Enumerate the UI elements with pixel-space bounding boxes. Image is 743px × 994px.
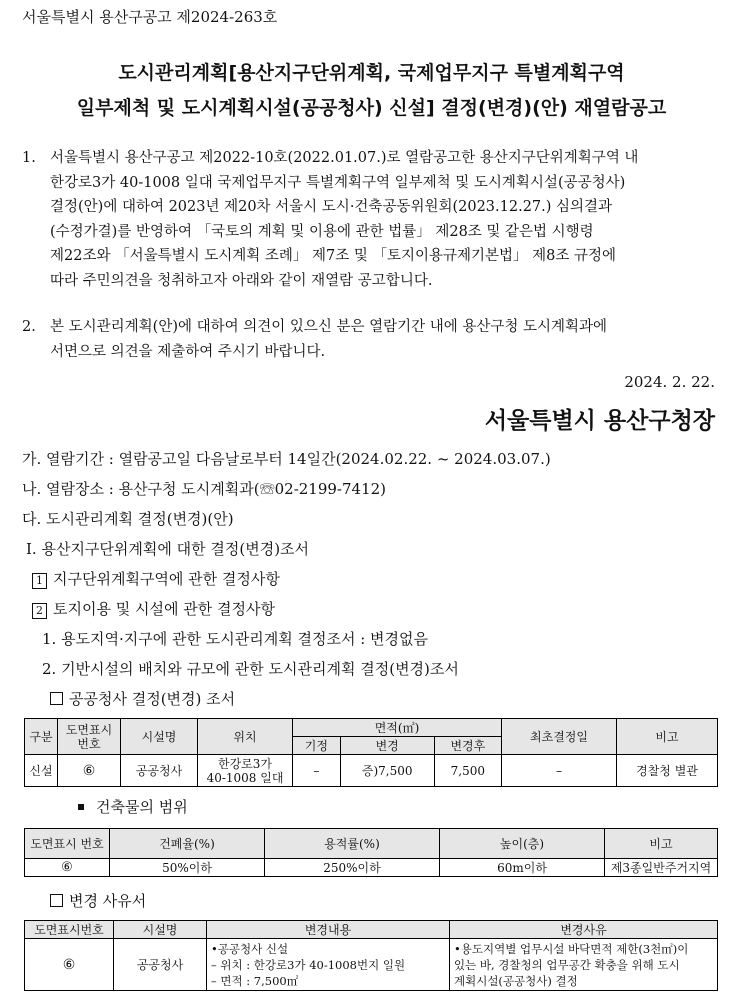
cell-floor-area-ratio: 250%이하 — [265, 859, 440, 877]
change-reason-table — [24, 920, 718, 991]
reason-line: •용도지역별 업무시설 바닥면적 제한(3천㎡)이 — [454, 941, 689, 956]
bullet-icon — [78, 804, 84, 810]
boxed-number: 1 — [32, 573, 47, 589]
cell-change-content — [207, 939, 450, 991]
paragraph-line: 서면으로 의견을 제출하여 주시기 바랍니다. — [50, 343, 326, 360]
location-line: 40-1008 일대 — [206, 770, 284, 785]
sub-item-1: 1. 용도지역·지구에 관한 도시관리계획 결정조서 : 변경없음 — [42, 630, 429, 648]
reason-line: 있는 바, 경찰청의 업무공간 확충을 위해 도시 — [454, 957, 680, 972]
th-note: 비고 — [605, 829, 718, 859]
paragraph-number: 2. — [22, 319, 36, 335]
th-gubun: 구분 — [25, 719, 58, 755]
th-drawing-no: 도면표시 번호 — [58, 719, 121, 755]
th-facility-name: 시설명 — [121, 719, 198, 755]
th-area-after: 변경후 — [434, 737, 501, 755]
square-heading-2 — [50, 890, 146, 911]
cell-area-change: 증)7,500 — [340, 755, 434, 787]
th-drawing-no: 도면표시번호 — [25, 921, 114, 939]
paragraph-line: 결정(안)에 대하여 2023년 제20차 서울시 도시·건축공동위원회(2023.12.27.) 심의결과 — [50, 199, 613, 215]
th-area: 면적(㎡) — [293, 719, 502, 737]
sub-item-2: 2. 기반시설의 배치와 규모에 관한 도시관리계획 결정(변경)조서 — [42, 660, 459, 678]
paragraph-number: 1. — [22, 150, 36, 166]
item-place: 나. 열람장소 : 용산구청 도시계획과(☏02-2199-7412) — [22, 480, 387, 498]
cell-note: 제3종일반주거지역 — [605, 859, 718, 877]
paragraph-2 — [50, 315, 720, 364]
paragraph-line: (수정가결)를 반영하여 「국토의 계획 및 이용에 관한 법률」 제28조 및 같은법 시행령 — [50, 223, 594, 240]
cell-location — [198, 755, 293, 787]
table-row — [25, 859, 718, 877]
th-facility-name: 시설명 — [114, 921, 207, 939]
paragraph-line: 본 도시관리계획(안)에 대하여 의견이 있으신 분은 열람기간 내에 용산구청 도시계획과에 — [50, 319, 608, 335]
location-line: 한강로3가 — [217, 756, 272, 771]
notice-title-line2: 일부제척 및 도시계획시설(공공청사) 신설] 결정(변경)(안) 재열람공고 — [76, 97, 667, 119]
cell-facility-name: 공공청사 — [121, 755, 198, 787]
notice-date: 2024. 2. 22. — [624, 373, 715, 391]
cell-height: 60m이하 — [440, 859, 605, 877]
cell-drawing-no: ⑥ — [25, 939, 114, 991]
table-row — [25, 939, 718, 991]
paragraph-line: 제22조와 「서울특별시 도시계획 조례」 제7조 및 「토지이용규제기본법」 제8조 규정에 — [50, 248, 616, 264]
cell-first-decision: – — [502, 755, 617, 787]
section-roman-1: Ⅰ. 용산지구단위계획에 대한 결정(변경)조서 — [26, 540, 310, 558]
cell-change-reason — [450, 939, 718, 991]
reason-line: 계획시설(공공청사) 결정 — [454, 973, 578, 988]
th-area-change: 변경 — [340, 737, 434, 755]
issuer-name: 서울특별시 용산구청장 — [484, 408, 715, 434]
boxed-number: 2 — [32, 603, 47, 619]
square-heading-1 — [50, 688, 235, 709]
th-building-coverage: 건폐율(%) — [110, 829, 265, 859]
facility-decision-table — [24, 718, 718, 787]
th-change-content: 변경내용 — [207, 921, 450, 939]
notice-reference-number: 서울특별시 용산구공고 제2024-263호 — [22, 8, 278, 26]
cell-area-after: 7,500 — [434, 755, 501, 787]
th-height: 높이(층) — [440, 829, 605, 859]
th-drawing-no: 도면표시 번호 — [25, 829, 110, 859]
paragraph-1 — [50, 146, 720, 293]
item-decision: 다. 도시관리계획 결정(변경)(안) — [22, 510, 234, 528]
content-line: – 위치 : 한강로3가 40-1008번지 일원 — [211, 957, 406, 972]
cell-area-existing: – — [293, 755, 341, 787]
cell-note: 경찰청 별관 — [617, 755, 718, 787]
cell-drawing-no: ⑥ — [25, 859, 110, 877]
th-area-existing: 기정 — [293, 737, 341, 755]
paragraph-line: 한강로3가 40-1008 일대 국제업무지구 특별계획구역 일부제척 및 도시계획시설(공공청사) — [50, 174, 626, 191]
cell-gubun: 신설 — [25, 755, 58, 787]
heading-label: 공공청사 결정(변경) 조서 — [69, 690, 236, 708]
subsection-label: 토지이용 및 시설에 관한 결정사항 — [53, 600, 275, 618]
subsection-label: 지구단위계획구역에 관한 결정사항 — [53, 570, 280, 588]
paragraph-line: 서울특별시 용산구공고 제2022-10호(2022.01.07.)로 열람공고한 용산지구단위계획구역 내 — [50, 150, 639, 166]
cell-drawing-no: ⑥ — [58, 755, 121, 787]
th-floor-area-ratio: 용적률(%) — [265, 829, 440, 859]
heading-label: 건축물의 범위 — [96, 798, 188, 816]
notice-title-line1: 도시관리계획[용산지구단위계획, 국제업무지구 특별계획구역 — [118, 62, 625, 84]
th-note: 비고 — [617, 719, 718, 755]
item-period: 가. 열람기간 : 열람공고일 다음날로부터 14일간(2024.02.22. ~ 2024.03.07.) — [22, 450, 551, 468]
subsection-2 — [32, 598, 275, 619]
bullet-heading — [78, 796, 188, 817]
content-line: •공공청사 신설 — [211, 941, 289, 956]
th-change-reason: 변경사유 — [450, 921, 718, 939]
cell-facility-name: 공공청사 — [114, 939, 207, 991]
building-range-table — [24, 828, 718, 877]
cell-building-coverage: 50%이하 — [110, 859, 265, 877]
paragraph-line: 따라 주민의견을 청취하고자 아래와 같이 재열람 공고합니다. — [50, 272, 433, 289]
content-line: – 면적 : 7,500㎡ — [211, 973, 299, 988]
th-location: 위치 — [198, 719, 293, 755]
square-icon — [50, 894, 63, 907]
table-row — [25, 755, 718, 787]
th-first-decision: 최초결정일 — [502, 719, 617, 755]
square-icon — [50, 692, 63, 705]
heading-label: 변경 사유서 — [69, 892, 147, 910]
subsection-1 — [32, 568, 280, 589]
